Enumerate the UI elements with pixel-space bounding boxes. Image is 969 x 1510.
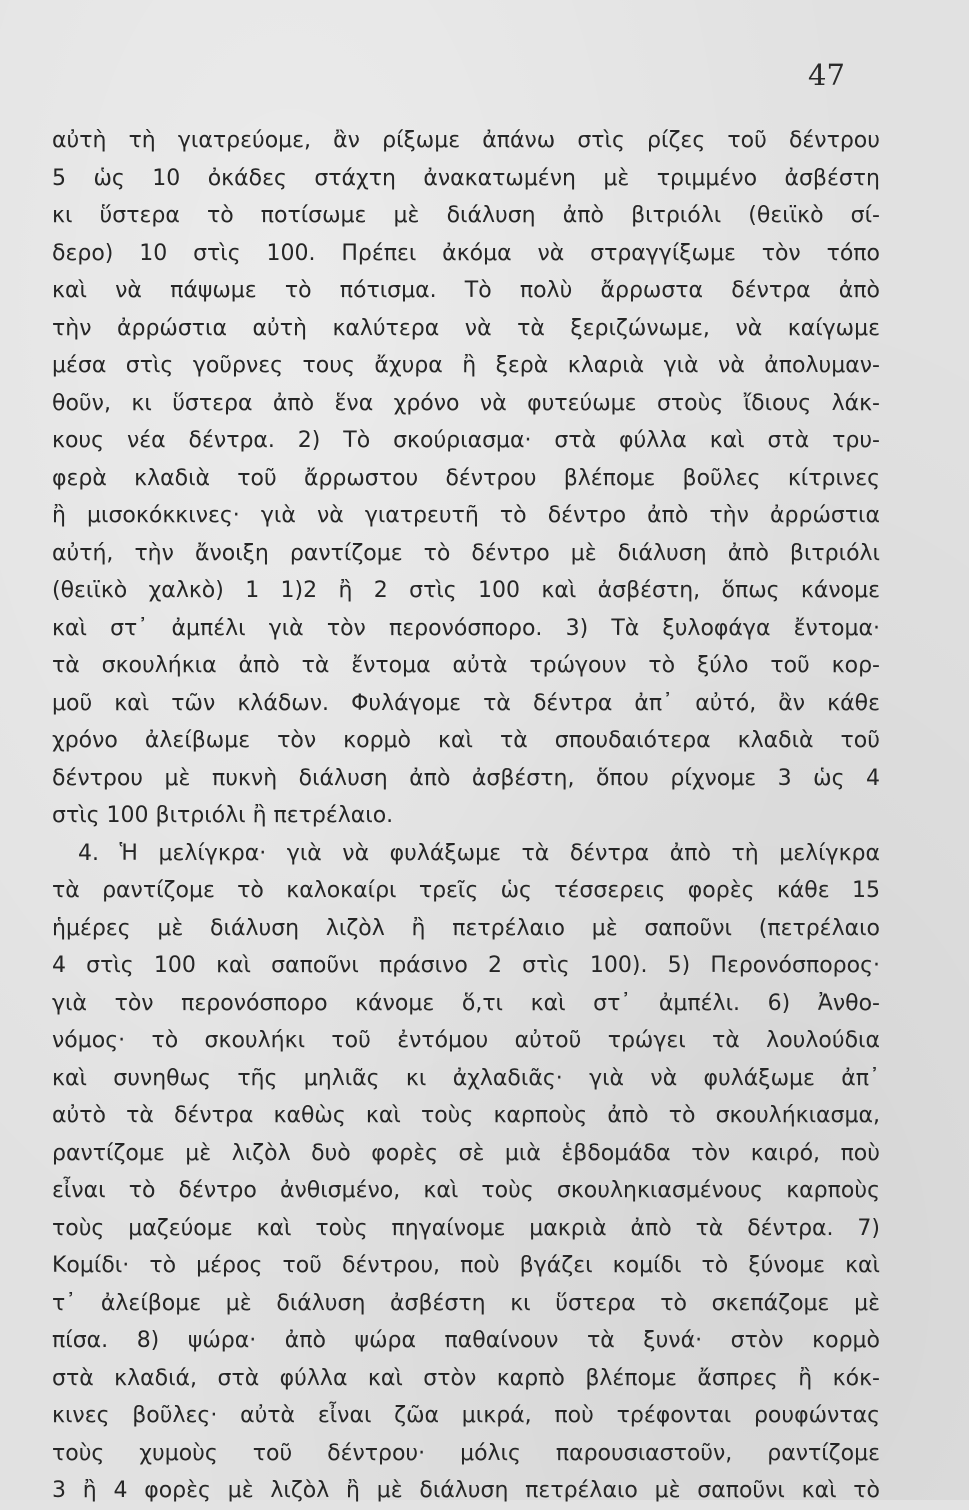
text-line: δερο) 10 στὶς 100. Πρέπει ἀκόμα νὰ στραγγίξωμε τὸν τόπο [52, 240, 880, 266]
page-number: 47 [808, 58, 845, 92]
text-line: θοῦν, κι ὕστερα ἀπὸ ἕνα χρόνο νὰ φυτεύωμε στοὺς ἴδιους λάκ- [52, 390, 880, 416]
text-line: δέντρου μὲ πυκνὴ διάλυση ἀπὸ ἀσβέστη, ὅπου ρίχνομε 3 ὡς 4 [52, 765, 880, 791]
text-line: Κομίδι· τὸ μέρος τοῦ δέντρου, ποὺ βγάζει κομίδι τὸ ξύνομε καὶ [52, 1253, 880, 1278]
text-line: καὶ νὰ πάψωμε τὸ πότισμα. Τὸ πολὺ ἄρρωστα δέντρα ἀπὸ [52, 278, 880, 303]
text-line: τοὺς χυμοὺς τοῦ δέντρου· μόλις παρουσιαστοῦν, ραντίζομε [52, 1440, 880, 1466]
text-line: στὰ κλαδιά, στὰ φύλλα καὶ στὸν καρπὸ βλέπομε ἄσπρες ἢ κόκ- [52, 1365, 880, 1391]
text-line: γιὰ τὸν περονόσπορο κάνομε ὅ,τι καὶ στ᾽ ἀμπέλι. 6) Ἀνθο- [52, 990, 880, 1016]
text-line: 4 στὶς 100 καὶ σαποῦνι πράσινο 2 στὶς 100). 5) Περονόσπορος· [52, 953, 880, 978]
text-line: κι ὕστερα τὸ ποτίσωμε μὲ διάλυση ἀπὸ βιτριόλι (θειϊκὸ σί- [52, 203, 880, 228]
text-line: μοῦ καὶ τῶν κλάδων. Φυλάγομε τὰ δέντρα ἀπ᾽ αὐτό, ἂν κάθε [52, 690, 880, 716]
text-line: τὰ σκουλήκια ἀπὸ τὰ ἔντομα αὐτὰ τρώγουν τὸ ξύλο τοῦ κορ- [52, 653, 880, 678]
text-line: φερὰ κλαδιὰ τοῦ ἄρρωστου δέντρου βλέπομε βοῦλες κίτρινες [52, 465, 880, 491]
text-line: τὰ ραντίζομε τὸ καλοκαίρι τρεῖς ὡς τέσσερεις φορὲς κάθε 15 [52, 878, 880, 903]
body-text [52, 122, 880, 1510]
text-line: ἢ μισοκόκκινες· γιὰ νὰ γιατρευτῆ τὸ δέντρο ἀπὸ τὴν ἀρρώστια [52, 503, 880, 528]
text-line: ραντίζομε μὲ λιζὸλ δυὸ φορὲς σὲ μιὰ ἑβδομάδα τὸν καιρό, ποὺ [52, 1140, 880, 1166]
text-line: (θειϊκὸ χαλκὸ) 1 1)2 ἢ 2 στὶς 100 καὶ ἀσβέστη, ὅπως κάνομε [52, 578, 880, 603]
text-line: τ᾽ ἀλείβομε μὲ διάλυση ἀσβέστη κι ὕστερα τὸ σκεπάζομε μὲ [52, 1290, 880, 1316]
text-line: 5 ὡς 10 ὀκάδες στάχτη ἀνακατωμένη μὲ τριμμένο ἀσβέστη [52, 165, 880, 191]
text-line: καὶ στ᾽ ἀμπέλι γιὰ τὸν περονόσπορο. 3) Τὰ ξυλοφάγα ἔντομα· [52, 615, 880, 641]
text-line: αὐτὸ τὰ δέντρα καθὼς καὶ τοὺς καρποὺς ἀπὸ τὸ σκουλήκιασμα, [52, 1103, 880, 1128]
text-line: καὶ συνηθως τῆς μηλιᾶς κι ἀχλαδιᾶς· γιὰ νὰ φυλάξωμε ἀπ᾽ [52, 1065, 880, 1091]
text-line: 3 ἢ 4 φορὲς μὲ λιζὸλ ἢ μὲ διάλυση πετρέλαιο μὲ σαποῦνι καὶ τὸ [52, 1478, 880, 1503]
text-line: κους νέα δέντρα. 2) Τὸ σκούριασμα· στὰ φύλλα καὶ στὰ τρυ- [52, 428, 880, 453]
text-line: πίσα. 8) ψώρα· ἀπὸ ψώρα παθαίνουν τὰ ξυνά· στὸν κορμὸ [52, 1328, 880, 1353]
text-line: μέσα στὶς γοῦρνες τους ἄχυρα ἢ ξερὰ κλαριὰ γιὰ νὰ ἀπολυμαν- [52, 353, 880, 378]
text-line: αὐτὴ τὴ γιατρεύομε, ἂν ρίξωμε ἀπάνω στὶς ρίζες τοῦ δέντρου [52, 128, 880, 153]
text-line: 4. Ἡ μελίγκρα· γιὰ νὰ φυλάξωμε τὰ δέντρα ἀπὸ τὴ μελίγκρα [78, 840, 880, 866]
text-line: τοὺς μαζεύομε καὶ τοὺς πηγαίνομε μακριὰ ἀπὸ τὰ δέντρα. 7) [52, 1215, 880, 1241]
text-line: εἶναι τὸ δέντρο ἀνθισμένο, καὶ τοὺς σκουληκιασμένους καρποὺς [52, 1178, 880, 1203]
text-line: νόμος· τὸ σκουλήκι τοῦ ἐντόμου αὐτοῦ τρώγει τὰ λουλούδια [52, 1028, 880, 1053]
text-line: χρόνο ἀλείβωμε τὸν κορμὸ καὶ τὰ σπουδαιότερα κλαδιὰ τοῦ [52, 728, 880, 753]
text-line: στὶς 100 βιτριόλι ἢ πετρέλαιο. [52, 803, 394, 828]
text-line: αὐτή, τὴν ἄνοιξη ραντίζομε τὸ δέντρο μὲ διάλυση ἀπὸ βιτριόλι [52, 540, 880, 566]
text-line: τὴν ἀρρώστια αὐτὴ καλύτερα νὰ τὰ ξεριζώνωμε, νὰ καίγωμε [52, 315, 880, 341]
text-line: ἡμέρες μὲ διάλυση λιζὸλ ἢ πετρέλαιο μὲ σαποῦνι (πετρέλαιο [52, 915, 880, 941]
text-line: κινες βοῦλες· αὐτὰ εἶναι ζῶα μικρά, ποὺ τρέφονται ρουφώντας [52, 1403, 880, 1428]
